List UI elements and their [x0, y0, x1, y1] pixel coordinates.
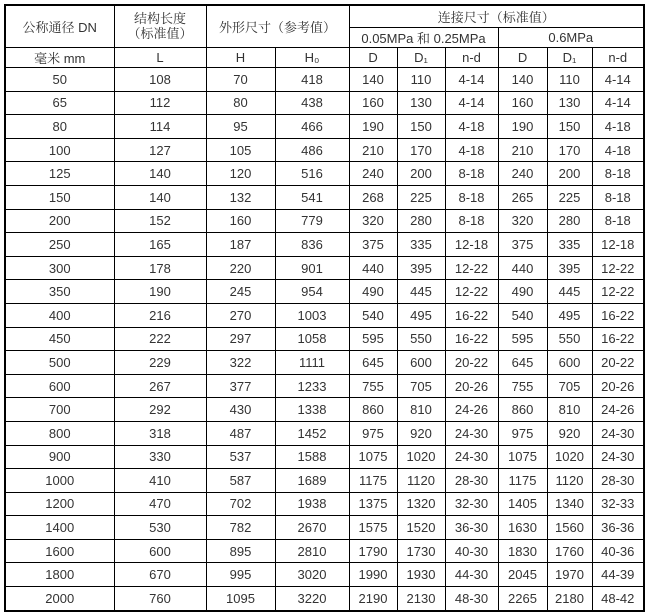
table-cell: 375	[498, 233, 547, 257]
table-cell: 2670	[275, 516, 349, 540]
table-cell: 1200	[5, 492, 114, 516]
table-cell: 702	[206, 492, 275, 516]
table-cell: 24-30	[592, 421, 644, 445]
table-cell: 440	[349, 256, 397, 280]
table-cell: 755	[349, 374, 397, 398]
table-cell: 335	[547, 233, 592, 257]
table-cell: 540	[498, 303, 547, 327]
table-cell: 2000	[5, 587, 114, 611]
table-cell: 860	[349, 398, 397, 422]
table-cell: 895	[206, 539, 275, 563]
table-row	[5, 351, 644, 375]
table-cell: 8-18	[592, 162, 644, 186]
table-cell: 170	[547, 138, 592, 162]
table-cell: 32-33	[592, 492, 644, 516]
table-cell: 32-30	[445, 492, 498, 516]
table-cell: 954	[275, 280, 349, 304]
table-cell: 20-22	[445, 351, 498, 375]
table-cell: 48-42	[592, 587, 644, 611]
table-cell: 12-22	[445, 280, 498, 304]
header-outline-dimensions: 外形尺寸（参考值）	[206, 5, 349, 48]
column-symbol-1: L	[114, 48, 206, 68]
table-cell: 540	[349, 303, 397, 327]
table-cell: 395	[547, 256, 592, 280]
table-cell: 670	[114, 563, 206, 587]
table-cell: 150	[5, 185, 114, 209]
table-cell: 240	[349, 162, 397, 186]
table-cell: 270	[206, 303, 275, 327]
table-cell: 320	[498, 209, 547, 233]
table-cell: 250	[5, 233, 114, 257]
table-cell: 200	[5, 209, 114, 233]
header-pressure-low: 0.05MPa 和 0.25MPa	[349, 28, 498, 48]
table-cell: 495	[397, 303, 445, 327]
table-cell: 995	[206, 563, 275, 587]
table-cell: 1990	[349, 563, 397, 587]
table-cell: 530	[114, 516, 206, 540]
table-cell: 150	[547, 115, 592, 139]
table-row	[5, 563, 644, 587]
table-cell: 800	[5, 421, 114, 445]
table-cell: 1930	[397, 563, 445, 587]
table-cell: 16-22	[592, 327, 644, 351]
table-cell: 24-30	[445, 421, 498, 445]
table-cell: 1600	[5, 539, 114, 563]
table-cell: 500	[5, 351, 114, 375]
table-cell: 280	[397, 209, 445, 233]
table-cell: 700	[5, 398, 114, 422]
table-cell: 190	[349, 115, 397, 139]
table-row	[5, 256, 644, 280]
column-symbol-7: D	[498, 48, 547, 68]
table-cell: 265	[498, 185, 547, 209]
table-cell: 24-30	[445, 445, 498, 469]
table-cell: 541	[275, 185, 349, 209]
table-cell: 4-14	[445, 91, 498, 115]
table-cell: 1095	[206, 587, 275, 611]
table-cell: 395	[397, 256, 445, 280]
table-cell: 330	[114, 445, 206, 469]
table-cell: 178	[114, 256, 206, 280]
table-cell: 292	[114, 398, 206, 422]
table-row	[5, 492, 644, 516]
table-cell: 44-30	[445, 563, 498, 587]
header-structure-length	[114, 5, 206, 48]
table-cell: 1560	[547, 516, 592, 540]
table-cell: 810	[547, 398, 592, 422]
table-cell: 705	[547, 374, 592, 398]
table-cell: 2265	[498, 587, 547, 611]
table-cell: 450	[5, 327, 114, 351]
table-cell: 836	[275, 233, 349, 257]
table-cell: 1830	[498, 539, 547, 563]
table-cell: 48-30	[445, 587, 498, 611]
table-cell: 600	[397, 351, 445, 375]
table-cell: 1320	[397, 492, 445, 516]
table-cell: 1630	[498, 516, 547, 540]
table-cell: 495	[547, 303, 592, 327]
table-row	[5, 162, 644, 186]
table-cell: 245	[206, 280, 275, 304]
table-cell: 705	[397, 374, 445, 398]
table-header	[5, 5, 644, 68]
header-connection-dimensions: 连接尺寸（标准值）	[349, 5, 644, 28]
table-row	[5, 209, 644, 233]
table-cell: 1730	[397, 539, 445, 563]
column-symbol-5: D₁	[397, 48, 445, 68]
table-cell: 438	[275, 91, 349, 115]
table-row	[5, 138, 644, 162]
table-cell: 1689	[275, 469, 349, 493]
table-cell: 1020	[397, 445, 445, 469]
table-cell: 318	[114, 421, 206, 445]
table-cell: 110	[397, 68, 445, 92]
table-row	[5, 445, 644, 469]
table-cell: 8-18	[445, 185, 498, 209]
table-cell: 210	[349, 138, 397, 162]
table-cell: 595	[498, 327, 547, 351]
table-row	[5, 280, 644, 304]
table-cell: 100	[5, 138, 114, 162]
table-cell: 24-30	[592, 445, 644, 469]
table-cell: 4-18	[592, 115, 644, 139]
header-nominal-diameter: 公称通径 DN	[5, 5, 114, 48]
table-cell: 125	[5, 162, 114, 186]
table-cell: 430	[206, 398, 275, 422]
table-cell: 44-39	[592, 563, 644, 587]
table-row	[5, 233, 644, 257]
table-cell: 8-18	[592, 209, 644, 233]
table-cell: 490	[349, 280, 397, 304]
table-cell: 40-30	[445, 539, 498, 563]
table-cell: 1058	[275, 327, 349, 351]
table-cell: 760	[114, 587, 206, 611]
table-cell: 127	[114, 138, 206, 162]
table-cell: 400	[5, 303, 114, 327]
table-cell: 322	[206, 351, 275, 375]
table-cell: 190	[114, 280, 206, 304]
table-cell: 2045	[498, 563, 547, 587]
table-cell: 487	[206, 421, 275, 445]
table-cell: 1020	[547, 445, 592, 469]
table-cell: 36-36	[592, 516, 644, 540]
table-cell: 4-14	[592, 68, 644, 92]
column-symbol-0: 毫米 mm	[5, 48, 114, 68]
table-cell: 445	[397, 280, 445, 304]
table-cell: 375	[349, 233, 397, 257]
table-cell: 1760	[547, 539, 592, 563]
table-cell: 516	[275, 162, 349, 186]
table-cell: 1452	[275, 421, 349, 445]
table-cell: 297	[206, 327, 275, 351]
table-cell: 1938	[275, 492, 349, 516]
table-cell: 1000	[5, 469, 114, 493]
table-cell: 901	[275, 256, 349, 280]
table-cell: 550	[397, 327, 445, 351]
table-cell: 222	[114, 327, 206, 351]
table-cell: 130	[547, 91, 592, 115]
table-cell: 486	[275, 138, 349, 162]
table-cell: 645	[349, 351, 397, 375]
table-cell: 20-26	[592, 374, 644, 398]
table-cell: 1111	[275, 351, 349, 375]
table-cell: 140	[349, 68, 397, 92]
table-cell: 120	[206, 162, 275, 186]
table-cell: 490	[498, 280, 547, 304]
table-cell: 16-22	[445, 303, 498, 327]
table-cell: 1400	[5, 516, 114, 540]
table-row	[5, 374, 644, 398]
table-cell: 975	[349, 421, 397, 445]
column-symbol-2: H	[206, 48, 275, 68]
table-cell: 187	[206, 233, 275, 257]
table-cell: 1233	[275, 374, 349, 398]
table-cell: 595	[349, 327, 397, 351]
table-cell: 200	[397, 162, 445, 186]
table-cell: 418	[275, 68, 349, 92]
table-cell: 105	[206, 138, 275, 162]
table-cell: 40-36	[592, 539, 644, 563]
table-cell: 108	[114, 68, 206, 92]
header-pressure-high: 0.6MPa	[498, 28, 644, 48]
table-cell: 165	[114, 233, 206, 257]
table-cell: 140	[114, 185, 206, 209]
table-cell: 20-22	[592, 351, 644, 375]
table-row	[5, 469, 644, 493]
table-cell: 4-18	[445, 115, 498, 139]
table-cell: 28-30	[445, 469, 498, 493]
table-cell: 1175	[498, 469, 547, 493]
table-cell: 20-26	[445, 374, 498, 398]
table-cell: 95	[206, 115, 275, 139]
table-cell: 470	[114, 492, 206, 516]
table-cell: 160	[498, 91, 547, 115]
table-cell: 1790	[349, 539, 397, 563]
header-row-symbols	[5, 48, 644, 68]
table-cell: 600	[5, 374, 114, 398]
table-row	[5, 539, 644, 563]
dimension-spec-table	[4, 4, 645, 612]
table-cell: 782	[206, 516, 275, 540]
table-cell: 550	[547, 327, 592, 351]
table-cell: 150	[397, 115, 445, 139]
table-cell: 170	[397, 138, 445, 162]
table-row	[5, 398, 644, 422]
table-cell: 1338	[275, 398, 349, 422]
table-cell: 8-18	[592, 185, 644, 209]
table-cell: 8-18	[445, 209, 498, 233]
table-cell: 114	[114, 115, 206, 139]
table-cell: 587	[206, 469, 275, 493]
table-cell: 2180	[547, 587, 592, 611]
table-cell: 3020	[275, 563, 349, 587]
table-cell: 70	[206, 68, 275, 92]
table-cell: 1340	[547, 492, 592, 516]
header-structure-length-line2: （标准值）	[127, 25, 193, 41]
table-cell: 1003	[275, 303, 349, 327]
column-symbol-9: n-d	[592, 48, 644, 68]
table-row	[5, 516, 644, 540]
table-row	[5, 421, 644, 445]
table-cell: 900	[5, 445, 114, 469]
table-cell: 1375	[349, 492, 397, 516]
table-cell: 1075	[349, 445, 397, 469]
header-structure-length-line1: 结构长度	[133, 10, 186, 26]
table-cell: 267	[114, 374, 206, 398]
table-cell: 377	[206, 374, 275, 398]
table-cell: 320	[349, 209, 397, 233]
table-cell: 860	[498, 398, 547, 422]
table-cell: 600	[114, 539, 206, 563]
table-cell: 4-18	[592, 138, 644, 162]
table-cell: 12-22	[592, 256, 644, 280]
table-cell: 160	[349, 91, 397, 115]
table-cell: 132	[206, 185, 275, 209]
table-cell: 140	[114, 162, 206, 186]
table-cell: 755	[498, 374, 547, 398]
table-cell: 1120	[397, 469, 445, 493]
table-cell: 280	[547, 209, 592, 233]
table-cell: 12-18	[445, 233, 498, 257]
table-cell: 225	[547, 185, 592, 209]
table-cell: 12-18	[592, 233, 644, 257]
column-symbol-4: D	[349, 48, 397, 68]
table-cell: 2810	[275, 539, 349, 563]
table-body	[5, 68, 644, 611]
table-cell: 36-30	[445, 516, 498, 540]
table-cell: 152	[114, 209, 206, 233]
table-cell: 220	[206, 256, 275, 280]
table-cell: 80	[206, 91, 275, 115]
table-cell: 160	[206, 209, 275, 233]
table-row	[5, 327, 644, 351]
table-cell: 1800	[5, 563, 114, 587]
table-cell: 1405	[498, 492, 547, 516]
table-cell: 350	[5, 280, 114, 304]
table-cell: 50	[5, 68, 114, 92]
table-cell: 12-22	[445, 256, 498, 280]
table-cell: 16-22	[445, 327, 498, 351]
table-cell: 466	[275, 115, 349, 139]
table-cell: 920	[547, 421, 592, 445]
table-cell: 779	[275, 209, 349, 233]
table-cell: 229	[114, 351, 206, 375]
table-cell: 80	[5, 115, 114, 139]
table-cell: 600	[547, 351, 592, 375]
table-cell: 1175	[349, 469, 397, 493]
table-cell: 140	[498, 68, 547, 92]
table-cell: 240	[498, 162, 547, 186]
column-symbol-8: D₁	[547, 48, 592, 68]
table-cell: 975	[498, 421, 547, 445]
header-row-groups	[5, 5, 644, 28]
table-cell: 4-18	[445, 138, 498, 162]
table-cell: 1588	[275, 445, 349, 469]
column-symbol-3: H₀	[275, 48, 349, 68]
table-cell: 110	[547, 68, 592, 92]
table-cell: 645	[498, 351, 547, 375]
table-cell: 210	[498, 138, 547, 162]
table-cell: 24-26	[592, 398, 644, 422]
table-cell: 445	[547, 280, 592, 304]
table-cell: 410	[114, 469, 206, 493]
table-cell: 200	[547, 162, 592, 186]
table-cell: 920	[397, 421, 445, 445]
table-cell: 2190	[349, 587, 397, 611]
table-cell: 28-30	[592, 469, 644, 493]
table-cell: 16-22	[592, 303, 644, 327]
table-cell: 112	[114, 91, 206, 115]
table-cell: 65	[5, 91, 114, 115]
table-cell: 1075	[498, 445, 547, 469]
table-cell: 810	[397, 398, 445, 422]
table-cell: 4-14	[445, 68, 498, 92]
table-row	[5, 91, 644, 115]
table-cell: 1970	[547, 563, 592, 587]
table-cell: 440	[498, 256, 547, 280]
table-row	[5, 68, 644, 92]
table-cell: 24-26	[445, 398, 498, 422]
table-row	[5, 587, 644, 611]
table-cell: 3220	[275, 587, 349, 611]
table-cell: 4-14	[592, 91, 644, 115]
table-cell: 12-22	[592, 280, 644, 304]
table-cell: 300	[5, 256, 114, 280]
table-cell: 2130	[397, 587, 445, 611]
table-row	[5, 303, 644, 327]
table-cell: 1575	[349, 516, 397, 540]
table-cell: 190	[498, 115, 547, 139]
table-cell: 335	[397, 233, 445, 257]
table-cell: 1120	[547, 469, 592, 493]
table-cell: 268	[349, 185, 397, 209]
column-symbol-6: n-d	[445, 48, 498, 68]
table-cell: 537	[206, 445, 275, 469]
table-cell: 8-18	[445, 162, 498, 186]
table-row	[5, 185, 644, 209]
table-cell: 1520	[397, 516, 445, 540]
table-cell: 130	[397, 91, 445, 115]
table-row	[5, 115, 644, 139]
table-cell: 225	[397, 185, 445, 209]
table-cell: 216	[114, 303, 206, 327]
